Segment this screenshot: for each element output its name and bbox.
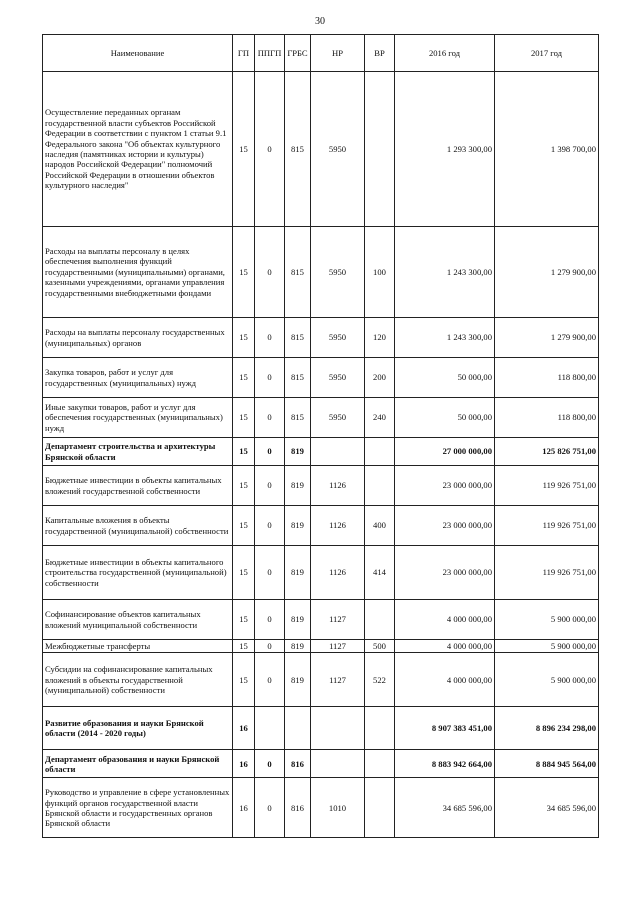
cell-vr	[365, 600, 395, 640]
cell-nr: 5950	[311, 227, 365, 318]
cell-name: Софинансирование объектов капитальных вложений муниципальной собственности	[43, 600, 233, 640]
cell-ppgp: 0	[255, 640, 285, 653]
cell-gp: 16	[233, 778, 255, 838]
cell-2017: 119 926 751,00	[495, 466, 599, 506]
cell-2016: 4 000 000,00	[395, 600, 495, 640]
cell-2017: 1 279 900,00	[495, 318, 599, 358]
cell-nr	[311, 707, 365, 750]
cell-2017: 5 900 000,00	[495, 600, 599, 640]
cell-name: Иные закупки товаров, работ и услуг для обеспечения государственных (муниципальных) нужд	[43, 398, 233, 438]
cell-grbs: 819	[285, 506, 311, 546]
cell-vr	[365, 438, 395, 466]
cell-2016: 1 243 300,00	[395, 227, 495, 318]
cell-gp: 15	[233, 358, 255, 398]
cell-ppgp: 0	[255, 778, 285, 838]
cell-2017: 5 900 000,00	[495, 653, 599, 707]
cell-grbs: 819	[285, 640, 311, 653]
header-2017: 2017 год	[495, 35, 599, 72]
cell-nr: 1010	[311, 778, 365, 838]
cell-grbs: 815	[285, 72, 311, 227]
cell-grbs: 819	[285, 438, 311, 466]
cell-ppgp: 0	[255, 653, 285, 707]
cell-vr	[365, 466, 395, 506]
header-gp: ГП	[233, 35, 255, 72]
table-row	[43, 438, 599, 466]
cell-nr	[311, 750, 365, 778]
cell-name: Осуществление переданных органам государственной власти субъектов Российской Федерации в соответствии с пунктом 1 статьи 9.1 Федерального закона "Об объектах культурного наследия (памятниках истории и культуры) народов Российской Федерации" полномочий Российской Федерации в отношении объектов культурного наследия"	[43, 72, 233, 227]
cell-ppgp: 0	[255, 227, 285, 318]
cell-vr: 400	[365, 506, 395, 546]
cell-nr: 5950	[311, 72, 365, 227]
cell-ppgp: 0	[255, 318, 285, 358]
table-header-row	[43, 35, 599, 72]
cell-name: Межбюджетные трансферты	[43, 640, 233, 653]
cell-grbs: 819	[285, 546, 311, 600]
cell-nr: 1127	[311, 640, 365, 653]
table-row	[43, 318, 599, 358]
cell-gp: 15	[233, 653, 255, 707]
cell-ppgp: 0	[255, 466, 285, 506]
cell-2017: 5 900 000,00	[495, 640, 599, 653]
cell-2016: 50 000,00	[395, 358, 495, 398]
cell-gp: 15	[233, 546, 255, 600]
cell-2017: 8 884 945 564,00	[495, 750, 599, 778]
cell-2016: 4 000 000,00	[395, 640, 495, 653]
cell-2016: 27 000 000,00	[395, 438, 495, 466]
cell-grbs: 819	[285, 653, 311, 707]
cell-nr: 1127	[311, 600, 365, 640]
cell-2016: 8 907 383 451,00	[395, 707, 495, 750]
budget-table	[42, 34, 599, 838]
cell-vr	[365, 778, 395, 838]
cell-vr: 522	[365, 653, 395, 707]
header-grbs: ГРБС	[285, 35, 311, 72]
cell-nr: 1126	[311, 546, 365, 600]
cell-vr: 100	[365, 227, 395, 318]
cell-2016: 1 293 300,00	[395, 72, 495, 227]
cell-grbs: 815	[285, 358, 311, 398]
cell-gp: 15	[233, 398, 255, 438]
cell-2016: 34 685 596,00	[395, 778, 495, 838]
table-row	[43, 227, 599, 318]
cell-name: Бюджетные инвестиции в объекты капитальных вложений государственной собственности	[43, 466, 233, 506]
cell-vr	[365, 707, 395, 750]
header-2016: 2016 год	[395, 35, 495, 72]
cell-ppgp: 0	[255, 506, 285, 546]
cell-2017: 125 826 751,00	[495, 438, 599, 466]
cell-grbs: 815	[285, 227, 311, 318]
table-row	[43, 398, 599, 438]
cell-grbs: 816	[285, 750, 311, 778]
cell-vr	[365, 750, 395, 778]
cell-ppgp	[255, 707, 285, 750]
cell-name: Расходы на выплаты персоналу в целях обеспечения выполнения функций государственными (муниципальными) органами, казенными учреждениями, органами управления государственными внебюджетными фондами	[43, 227, 233, 318]
cell-ppgp: 0	[255, 438, 285, 466]
cell-gp: 16	[233, 707, 255, 750]
cell-2017: 1 398 700,00	[495, 72, 599, 227]
cell-vr: 200	[365, 358, 395, 398]
cell-grbs: 815	[285, 398, 311, 438]
table-row	[43, 546, 599, 600]
cell-name: Бюджетные инвестиции в объекты капитального строительства государственной (муниципальной) собственности	[43, 546, 233, 600]
cell-ppgp: 0	[255, 600, 285, 640]
cell-name: Расходы на выплаты персоналу государственных (муниципальных) органов	[43, 318, 233, 358]
cell-nr: 5950	[311, 398, 365, 438]
cell-name: Развитие образования и науки Брянской области (2014 - 2020 годы)	[43, 707, 233, 750]
cell-gp: 15	[233, 506, 255, 546]
cell-nr: 5950	[311, 358, 365, 398]
cell-nr: 5950	[311, 318, 365, 358]
cell-vr: 240	[365, 398, 395, 438]
table-row	[43, 600, 599, 640]
table-row	[43, 640, 599, 653]
cell-2017: 118 800,00	[495, 398, 599, 438]
cell-vr: 414	[365, 546, 395, 600]
cell-nr: 1127	[311, 653, 365, 707]
cell-nr: 1126	[311, 506, 365, 546]
cell-2017: 118 800,00	[495, 358, 599, 398]
cell-2016: 1 243 300,00	[395, 318, 495, 358]
cell-vr: 120	[365, 318, 395, 358]
cell-2016: 4 000 000,00	[395, 653, 495, 707]
cell-vr	[365, 72, 395, 227]
cell-gp: 16	[233, 750, 255, 778]
cell-ppgp: 0	[255, 546, 285, 600]
cell-2016: 8 883 942 664,00	[395, 750, 495, 778]
cell-ppgp: 0	[255, 72, 285, 227]
cell-grbs: 819	[285, 600, 311, 640]
cell-2017: 119 926 751,00	[495, 546, 599, 600]
cell-ppgp: 0	[255, 750, 285, 778]
cell-2016: 23 000 000,00	[395, 506, 495, 546]
cell-gp: 15	[233, 72, 255, 227]
cell-2017: 1 279 900,00	[495, 227, 599, 318]
cell-gp: 15	[233, 438, 255, 466]
cell-2017: 34 685 596,00	[495, 778, 599, 838]
cell-gp: 15	[233, 466, 255, 506]
table-row	[43, 653, 599, 707]
header-ppgp: ППГП	[255, 35, 285, 72]
cell-name: Капитальные вложения в объекты государственной (муниципальной) собственности	[43, 506, 233, 546]
cell-name: Субсидии на софинансирование капитальных вложений в объекты государственной (муниципальной) собственности	[43, 653, 233, 707]
cell-name: Руководство и управление в сфере установленных функций органов государственной власти Брянской области и государственных органов Брянской области	[43, 778, 233, 838]
cell-gp: 15	[233, 640, 255, 653]
cell-2016: 23 000 000,00	[395, 546, 495, 600]
cell-grbs: 815	[285, 318, 311, 358]
header-vr: ВР	[365, 35, 395, 72]
table-row	[43, 778, 599, 838]
cell-2016: 23 000 000,00	[395, 466, 495, 506]
cell-name: Департамент строительства и архитектуры Брянской области	[43, 438, 233, 466]
table-row	[43, 707, 599, 750]
cell-grbs: 819	[285, 466, 311, 506]
cell-vr: 500	[365, 640, 395, 653]
cell-ppgp: 0	[255, 398, 285, 438]
cell-2017: 119 926 751,00	[495, 506, 599, 546]
cell-gp: 15	[233, 318, 255, 358]
header-name: Наименование	[43, 35, 233, 72]
cell-grbs: 816	[285, 778, 311, 838]
table-row	[43, 750, 599, 778]
cell-name: Департамент образования и науки Брянской области	[43, 750, 233, 778]
table-row	[43, 72, 599, 227]
page-number: 30	[315, 16, 325, 27]
cell-grbs	[285, 707, 311, 750]
cell-2016: 50 000,00	[395, 398, 495, 438]
cell-nr: 1126	[311, 466, 365, 506]
header-nr: НР	[311, 35, 365, 72]
table-row	[43, 466, 599, 506]
cell-2017: 8 896 234 298,00	[495, 707, 599, 750]
cell-name: Закупка товаров, работ и услуг для государственных (муниципальных) нужд	[43, 358, 233, 398]
cell-ppgp: 0	[255, 358, 285, 398]
table-row	[43, 506, 599, 546]
cell-gp: 15	[233, 600, 255, 640]
cell-nr	[311, 438, 365, 466]
cell-gp: 15	[233, 227, 255, 318]
table-row	[43, 358, 599, 398]
